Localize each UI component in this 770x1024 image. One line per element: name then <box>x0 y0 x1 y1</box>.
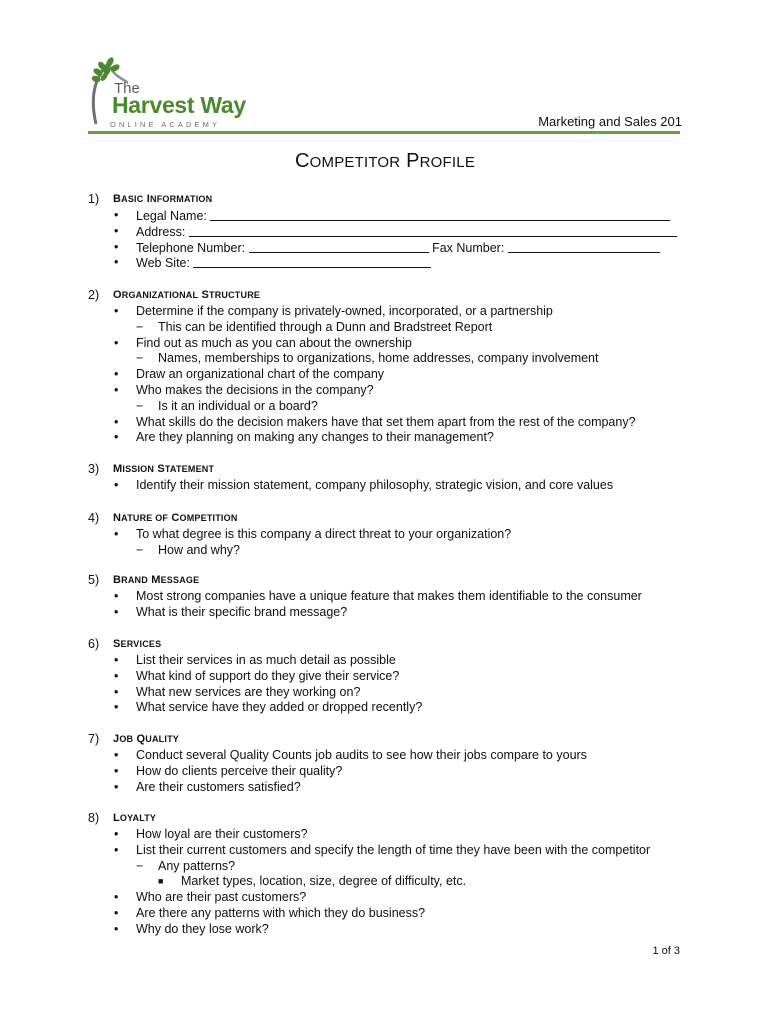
list-item: − This can be identified through a Dunn and Bradstreet Report <box>136 319 493 334</box>
telephone-field[interactable] <box>249 240 429 253</box>
list-item: • Are their customers satisfied? <box>114 779 301 794</box>
list-item: • How do clients perceive their quality? <box>114 763 343 778</box>
list-item: • Draw an organizational chart of the company <box>114 367 385 382</box>
harvest-way-logo <box>88 54 246 130</box>
list-item: ■ Market types, location, size, degree of difficulty, etc. <box>158 874 467 889</box>
list-item: • Who are their past customers? <box>114 890 307 905</box>
address-label: Address: <box>136 224 186 239</box>
list-item: • What kind of support do they give their service? <box>114 668 400 683</box>
section-heading: SERVICES <box>113 638 162 650</box>
section-loyalty: 8) LOYALTY • How loyal are their customers? • List their current customers and specify the length of time they have been with the competitor − Any patterns? ■ Market types, location, size, degree of difficulty, etc. • Who are their past customers? • Are there any patterns with which they do business? • Why do they lose work? <box>88 811 688 938</box>
section-mission-statement: 3) MISSION STATEMENT • Identify their mission statement, company philosophy, strategic vision, and core values <box>88 462 688 494</box>
list-item: • Are they planning on making any changes to their management? <box>114 430 494 445</box>
section-basic-information: 1) BASIC INFORMATION • Legal Name: • Address: • Telephone Number: Fax Number: • Web Site: <box>88 192 688 271</box>
section-heading: NATURE OF COMPETITION <box>113 512 238 524</box>
list-item: − Is it an individual or a board? <box>136 398 318 413</box>
list-item: • Identify their mission statement, company philosophy, strategic vision, and core values <box>114 478 614 492</box>
logo-name-text: Harvest Way <box>112 92 246 118</box>
section-nature-of-competition: 4) NATURE OF COMPETITION • To what degree is this company a direct threat to your organization? − How and why? <box>88 511 688 559</box>
logo-subtitle: ONLINE ACADEMY <box>110 120 221 129</box>
list-item: • Conduct several Quality Counts job audits to see how their jobs compare to yours <box>114 748 587 762</box>
section-job-quality: 7) JOB QUALITY • Conduct several Quality Counts job audits to see how their jobs compare to yours • How do clients perceive their quality? • Are their customers satisfied? <box>88 732 688 795</box>
section-heading: BRAND MESSAGE <box>113 574 200 586</box>
list-item: • List their current customers and specify the length of time they have been with the competitor <box>114 842 651 857</box>
section-services: 6) SERVICES • List their services in as much detail as possible • What kind of support do they give their service? • What new services are they working on? • What service have they added or dropped recently? <box>88 637 688 716</box>
fax-label: Fax Number: <box>432 240 505 255</box>
list-item: • What skills do the decision makers have that set them apart from the rest of the company? <box>114 414 636 429</box>
list-item: • Determine if the company is privately-owned, incorporated, or a partnership <box>114 304 553 318</box>
list-item: • Why do they lose work? <box>114 921 269 936</box>
section-brand-message: 5) BRAND MESSAGE • Most strong companies have a unique feature that makes them identifiable to the consumer • What is their specific brand message? <box>88 573 688 621</box>
logo-the-text: The <box>114 80 140 97</box>
section-heading: MISSION STATEMENT <box>113 463 215 475</box>
address-field[interactable] <box>189 224 677 237</box>
list-item: • What new services are they working on? <box>114 684 361 699</box>
legal-name-field[interactable] <box>210 208 670 221</box>
list-item: • To what degree is this company a direct threat to your organization? <box>114 527 512 541</box>
header-rule <box>88 131 680 134</box>
legal-name-label: Legal Name: <box>136 209 207 223</box>
course-name: Marketing and Sales 201 <box>538 114 682 129</box>
page-number: 1 of 3 <box>652 945 680 957</box>
list-item: − How and why? <box>136 542 240 557</box>
page-title: COMPETITOR PROFILE <box>294 150 476 172</box>
list-item: − Any patterns? <box>136 858 236 873</box>
section-heading: LOYALTY <box>113 812 157 824</box>
section-heading: ORGANIZATIONAL STRUCTURE <box>113 289 261 301</box>
list-item: • List their services in as much detail as possible <box>114 653 396 667</box>
section-organizational-structure: 2) ORGANIZATIONAL STRUCTURE • Determine if the company is privately-owned, incorporated, or a partnership − This can be identified through a Dunn and Bradstreet Report • Find out as much as you can about the ownership − Names, memberships to organizations, home addresses, company involvement • Draw an organizational chart of the company • Who makes the decisions in the company? − Is it an individual or a board? • What skills do the decision makers have that set them apart from the rest of the company? • Are they planning on making any changes to their management? <box>88 288 688 446</box>
fax-field[interactable] <box>508 240 660 253</box>
web-site-field[interactable] <box>193 255 431 268</box>
section-heading: BASIC INFORMATION <box>113 193 213 205</box>
list-item: • How loyal are their customers? <box>114 827 308 841</box>
list-item: • What service have they added or dropped recently? <box>114 700 423 715</box>
section-heading: JOB QUALITY <box>113 733 179 745</box>
list-item: • Find out as much as you can about the ownership <box>114 335 412 350</box>
list-item: • Who makes the decisions in the company? <box>114 382 374 397</box>
list-item: • Are there any patterns with which they do business? <box>114 905 426 920</box>
list-item: − Names, memberships to organizations, home addresses, company involvement <box>136 351 599 366</box>
list-item: • Most strong companies have a unique feature that makes them identifiable to the consumer <box>114 589 642 603</box>
web-site-label: Web Site: <box>136 256 190 271</box>
list-item: • What is their specific brand message? <box>114 604 348 619</box>
telephone-label: Telephone Number: <box>136 240 246 255</box>
